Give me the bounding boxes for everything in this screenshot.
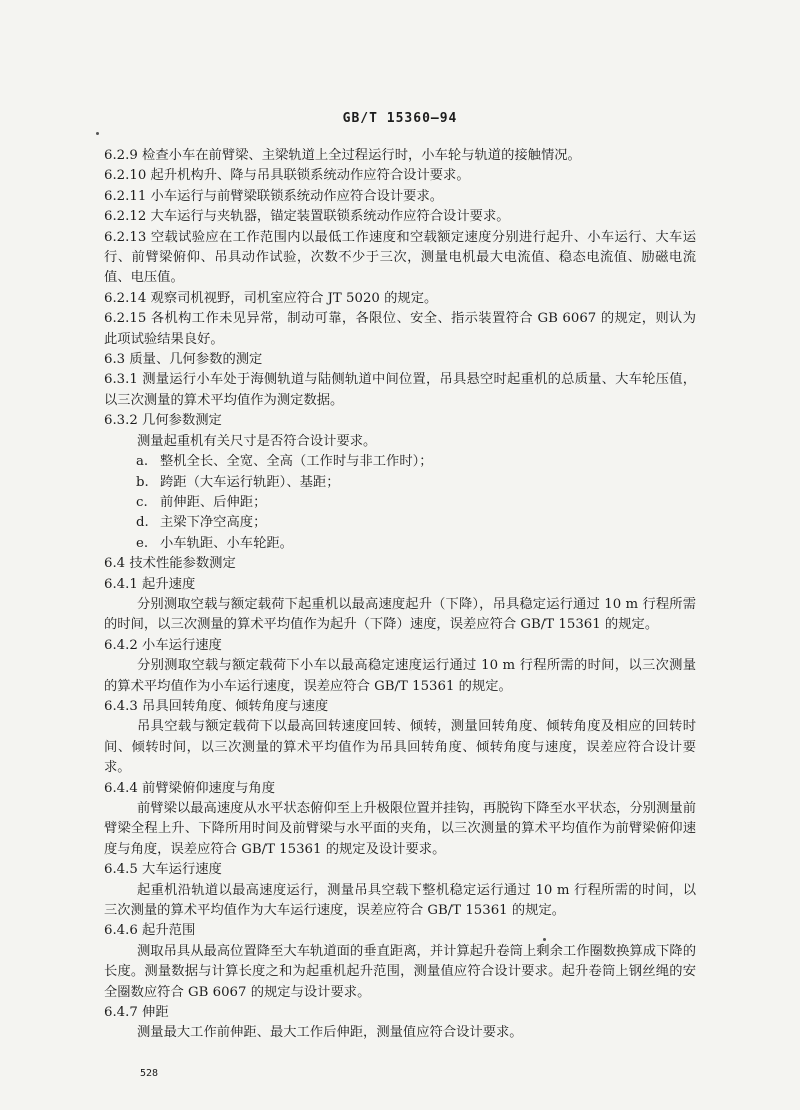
list-item: [136, 473, 696, 493]
clause-6-2-11: 6.2.11 小车运行与前臂梁联锁系统动作应符合设计要求。: [104, 188, 444, 204]
list-item-text: 整机全长、全宽、全高（工作时与非工作时）；: [160, 454, 433, 470]
list-item-text: 主梁下净空高度；: [160, 515, 267, 531]
clause-6-3-2-body: 测量起重机有关尺寸是否符合设计要求。: [137, 433, 377, 449]
list-marker: b.: [136, 474, 149, 490]
list-marker: e.: [136, 535, 149, 551]
list-item: [136, 534, 696, 554]
list-item-text: 前伸距、后伸距；: [160, 494, 267, 510]
clause-6-4-7-heading: 6.4.7 伸距: [104, 1005, 169, 1021]
clause-6-4-3-body: 吊具空载与额定载荷下以最高回转速度回转、倾转，测量回转角度、倾转角度及相应的回转时间、倾转时间，以三次测量的算术平均值作为吊具回转角度、倾转角度与速度，误差应符合设计要求。: [104, 719, 696, 776]
list-item: [136, 452, 696, 472]
scan-speck: [543, 938, 546, 941]
list-marker: c.: [136, 494, 148, 510]
page-header: GB/T 15360—94: [342, 111, 458, 126]
clause-6-2-12: 6.2.12 大车运行与夹轨器，锚定装置联锁系统动作应符合设计要求。: [104, 209, 510, 225]
clause-6-4-4-heading: 6.4.4 前臂梁俯仰速度与角度: [104, 780, 276, 796]
clause-6-4-5-body: 起重机沿轨道以最高速度运行，测量吊具空载下整机稳定运行通过 10 m 行程所需的时间，以三次测量的算术平均值作为大车运行速度，误差应符合 GB/T 15361 的规定。: [104, 882, 696, 919]
page-number: 528: [140, 1068, 159, 1079]
list-item-text: 跨距（大车运行轨距）、基距；: [160, 474, 340, 490]
clause-6-3-2-heading: 6.3.2 几何参数测定: [104, 413, 222, 429]
clause-6-4-6-heading: 6.4.6 起升范围: [104, 923, 196, 939]
clause-6-2-14: 6.2.14 观察司机视野，司机室应符合 JT 5020 的规定。: [104, 290, 438, 306]
clause-6-4-2-heading: 6.4.2 小车运行速度: [104, 637, 222, 653]
clause-6-4-6-body: 测取吊具从最高位置降至大车轨道面的垂直距离，并计算起升卷筒上剩余工作圈数换算成下降的长度。测量数据与计算长度之和为起重机起升范围，测量值应符合设计要求。起升卷筒上钢丝绳的安全圈数应符合 GB 6067 的规定与设计要求。: [104, 943, 696, 1000]
clause-6-4-7-body: 测量最大工作前伸距、最大工作后伸距，测量值应符合设计要求。: [137, 1025, 523, 1041]
scan-speck: [96, 132, 99, 135]
clause-6-2-10: 6.2.10 起升机构升、降与吊具联锁系统动作应符合设计要求。: [104, 168, 470, 184]
section-heading-6-3: 6.3 质量、几何参数的测定: [104, 352, 263, 368]
dimension-list: [104, 452, 696, 554]
clause-6-4-4-body: 前臂梁以最高速度从水平状态俯仰至上升极限位置并挂钩，再脱钩下降至水平状态，分别测量前臂梁全程上升、下降所用时间及前臂梁与水平面的夹角，以三次测量的算术平均值作为前臂梁俯仰速度与角度，误差应符合 GB/T 15361 的规定及设计要求。: [104, 801, 696, 857]
list-item-text: 小车轨距、小车轮距。: [160, 535, 293, 551]
list-marker: d.: [136, 515, 149, 531]
clause-6-4-5-heading: 6.4.5 大车运行速度: [104, 862, 222, 878]
clause-6-2-13: 6.2.13 空载试验应在工作范围内以最低工作速度和空载额定速度分别进行起升、小车运行、大车运行、前臂梁俯仰、吊具动作试验，次数不少于三次，测量电机最大电流值、稳态电流值、励磁电流值、电压值。: [104, 229, 696, 286]
list-item: [136, 493, 696, 513]
list-item: [136, 513, 696, 533]
clause-6-4-3-heading: 6.4.3 吊具回转角度、倾转角度与速度: [104, 698, 329, 714]
clause-6-4-1-heading: 6.4.1 起升速度: [104, 576, 196, 592]
section-heading-6-4: 6.4 技术性能参数测定: [104, 556, 236, 572]
document-body: [104, 146, 696, 1044]
clause-6-4-2-body: 分别测取空载与额定载荷下小车以最高稳定速度运行通过 10 m 行程所需的时间，以三次测量的算术平均值作为小车运行速度，误差应符合 GB/T 15361 的规定。: [104, 658, 696, 694]
clause-6-3-1: 6.3.1 测量运行小车处于海侧轨道与陆侧轨道中间位置，吊具悬空时起重机的总质量、大车轮压值，以三次测量的算术平均值作为测定数据。: [104, 372, 696, 408]
clause-6-2-15: 6.2.15 各机构工作未见异常，制动可靠，各限位、安全、指示装置符合 GB 6067 的规定，则认为此项试验结果良好。: [104, 311, 696, 347]
clause-6-4-1-body: 分别测取空载与额定载荷下起重机以最高速度起升（下降），吊具稳定运行通过 10 m 行程所需的时间，以三次测量的算术平均值作为起升（下降）速度，误差应符合 GB/T 15361 的规定。: [104, 596, 696, 633]
list-marker: a.: [136, 454, 149, 470]
clause-6-2-9: 6.2.9 检查小车在前臂梁、主梁轨道上全过程运行时，小车轮与轨道的接触情况。: [104, 148, 581, 163]
